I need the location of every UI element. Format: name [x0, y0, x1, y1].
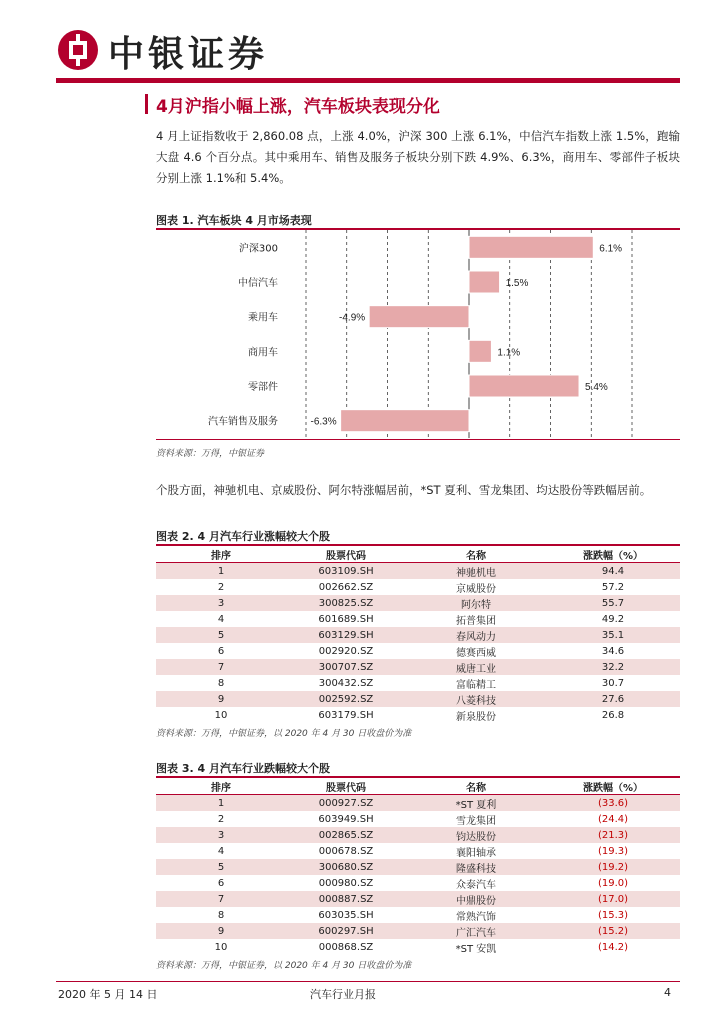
table-row [156, 811, 680, 827]
rank-cell: 9 [156, 923, 286, 939]
bar-1 [469, 271, 500, 293]
table3-header-name: 名称 [406, 777, 546, 795]
footer-date: 2020 年 5 月 14 日 [58, 988, 158, 1001]
name-cell: 富临精工 [406, 675, 546, 691]
code-cell: 000887.SZ [286, 891, 406, 907]
value-label: -6.3% [310, 416, 337, 428]
table-row [156, 579, 680, 595]
name-cell: 阿尔特 [406, 595, 546, 611]
change-cell: (17.0) [546, 891, 680, 907]
name-cell: 广汇汽车 [406, 923, 546, 939]
name-cell: 神驰机电 [406, 563, 546, 580]
table-row [156, 611, 680, 627]
category-label: 乘用车 [248, 312, 278, 324]
change-cell: 26.8 [546, 707, 680, 723]
table3-header-rank: 排序 [156, 777, 286, 795]
boc-logo [58, 30, 98, 70]
rank-cell: 3 [156, 595, 286, 611]
rank-cell: 8 [156, 907, 286, 923]
table-row [156, 795, 680, 812]
value-label: -4.9% [339, 312, 366, 324]
change-cell: (14.2) [546, 939, 680, 955]
value-label: 1.5% [505, 278, 529, 289]
code-cell: 000980.SZ [286, 875, 406, 891]
bar-2 [369, 306, 469, 328]
table-row [156, 827, 680, 843]
figure1-source: 资料来源：万得，中银证券 [156, 449, 265, 459]
name-cell: 春风动力 [406, 627, 546, 643]
change-cell: (15.3) [546, 907, 680, 923]
category-label: 零部件 [248, 382, 278, 393]
rank-cell: 5 [156, 627, 286, 643]
change-cell: 57.2 [546, 579, 680, 595]
table3-title: 图表 3. 4 月汽车行业跌幅较大个股 [156, 762, 330, 775]
table-row [156, 859, 680, 875]
name-cell: 雪龙集团 [406, 811, 546, 827]
code-cell: 603179.SH [286, 707, 406, 723]
change-cell: 32.2 [546, 659, 680, 675]
table-row [156, 907, 680, 923]
name-cell: 拓普集团 [406, 611, 546, 627]
table-row [156, 707, 680, 723]
code-cell: 002920.SZ [286, 643, 406, 659]
name-cell: 襄阳轴承 [406, 843, 546, 859]
change-cell: 27.6 [546, 691, 680, 707]
code-cell: 300680.SZ [286, 859, 406, 875]
footer-page-number: 4 [664, 986, 671, 999]
name-cell: 京威股份 [406, 579, 546, 595]
table-row [156, 643, 680, 659]
figure1-bottom-rule [156, 439, 680, 440]
code-cell: 603035.SH [286, 907, 406, 923]
bar-5 [341, 410, 469, 432]
value-label: 6.1% [599, 243, 623, 255]
change-cell: 55.7 [546, 595, 680, 611]
rank-cell: 8 [156, 675, 286, 691]
change-cell: (33.6) [546, 795, 680, 812]
rank-cell: 4 [156, 843, 286, 859]
rank-cell: 9 [156, 691, 286, 707]
name-cell: 德赛西威 [406, 643, 546, 659]
name-cell: 常熟汽饰 [406, 907, 546, 923]
table-row [156, 875, 680, 891]
table2-gainers [156, 544, 680, 723]
table2-header-rank: 排序 [156, 545, 286, 563]
change-cell: (24.4) [546, 811, 680, 827]
bar-0 [469, 236, 593, 258]
table3-source: 资料来源：万得，中银证券，以 2020 年 4 月 30 日收盘价为准 [156, 961, 412, 971]
figure1-title: 图表 1. 汽车板块 4 月市场表现 [156, 214, 312, 227]
code-cell: 000868.SZ [286, 939, 406, 955]
category-label: 沪深300 [238, 243, 278, 255]
code-cell: 603129.SH [286, 627, 406, 643]
bar-3 [469, 340, 491, 362]
rank-cell: 5 [156, 859, 286, 875]
rank-cell: 7 [156, 659, 286, 675]
name-cell: 众泰汽车 [406, 875, 546, 891]
code-cell: 002592.SZ [286, 691, 406, 707]
table-row [156, 939, 680, 955]
name-cell: *ST 夏利 [406, 795, 546, 812]
value-label: 1.1% [497, 347, 521, 359]
table-row [156, 691, 680, 707]
change-cell: (19.2) [546, 859, 680, 875]
name-cell: 新泉股份 [406, 707, 546, 723]
code-cell: 601689.SH [286, 611, 406, 627]
code-cell: 603949.SH [286, 811, 406, 827]
rank-cell: 1 [156, 563, 286, 580]
category-label: 中信汽车 [238, 278, 278, 289]
code-cell: 002865.SZ [286, 827, 406, 843]
table2-title: 图表 2. 4 月汽车行业涨幅较大个股 [156, 530, 330, 543]
change-cell: 30.7 [546, 675, 680, 691]
code-cell: 300707.SZ [286, 659, 406, 675]
change-cell: (19.3) [546, 843, 680, 859]
table-row [156, 675, 680, 691]
code-cell: 002662.SZ [286, 579, 406, 595]
category-label: 商用车 [248, 347, 278, 359]
table-row [156, 595, 680, 611]
footer-rule [56, 981, 680, 982]
code-cell: 300432.SZ [286, 675, 406, 691]
table3-header-code: 股票代码 [286, 777, 406, 795]
change-cell: (19.0) [546, 875, 680, 891]
rank-cell: 6 [156, 643, 286, 659]
section-marker [145, 94, 148, 114]
name-cell: 钧达股份 [406, 827, 546, 843]
table2-header-code: 股票代码 [286, 545, 406, 563]
paragraph-stocks: 个股方面，神驰机电、京威股份、阿尔特涨幅居前，*ST 夏利、雪龙集团、均达股份等跌幅居前。 [156, 483, 652, 497]
code-cell: 603109.SH [286, 563, 406, 580]
table2-header-change: 涨跌幅（%） [546, 545, 680, 563]
category-label: 汽车销售及服务 [208, 416, 278, 428]
rank-cell: 2 [156, 579, 286, 595]
change-cell: (15.2) [546, 923, 680, 939]
name-cell: 中鼎股份 [406, 891, 546, 907]
bar-4 [469, 375, 579, 397]
code-cell: 600297.SH [286, 923, 406, 939]
table-row [156, 923, 680, 939]
table-row [156, 843, 680, 859]
change-cell: 34.6 [546, 643, 680, 659]
section-title: 4月沪指小幅上涨，汽车板块表现分化 [156, 97, 440, 117]
figure1-chart [156, 230, 680, 438]
name-cell: 隆盛科技 [406, 859, 546, 875]
change-cell: 35.1 [546, 627, 680, 643]
table-row [156, 627, 680, 643]
value-label: 5.4% [585, 382, 608, 393]
code-cell: 000927.SZ [286, 795, 406, 812]
rank-cell: 6 [156, 875, 286, 891]
rank-cell: 4 [156, 611, 286, 627]
rank-cell: 2 [156, 811, 286, 827]
code-cell: 000678.SZ [286, 843, 406, 859]
table3-header-change: 涨跌幅（%） [546, 777, 680, 795]
table-row [156, 563, 680, 580]
table3-losers [156, 776, 680, 955]
change-cell: 49.2 [546, 611, 680, 627]
name-cell: *ST 安凯 [406, 939, 546, 955]
table-row [156, 659, 680, 675]
rank-cell: 10 [156, 707, 286, 723]
table-row [156, 891, 680, 907]
brand-name: 中银证券 [108, 33, 269, 75]
rank-cell: 1 [156, 795, 286, 812]
footer-report-type: 汽车行业月报 [310, 988, 376, 1001]
code-cell: 300825.SZ [286, 595, 406, 611]
name-cell: 威唐工业 [406, 659, 546, 675]
table2-header-name: 名称 [406, 545, 546, 563]
rank-cell: 10 [156, 939, 286, 955]
change-cell: 94.4 [546, 563, 680, 580]
rank-cell: 3 [156, 827, 286, 843]
name-cell: 八菱科技 [406, 691, 546, 707]
change-cell: (21.3) [546, 827, 680, 843]
table2-source: 资料来源：万得，中银证券，以 2020 年 4 月 30 日收盘价为准 [156, 729, 412, 739]
header-rule [56, 78, 680, 83]
rank-cell: 7 [156, 891, 286, 907]
paragraph-market: 4 月上证指数收于 2,860.08 点，上涨 4.0%，沪深 300 上涨 6.1%，中信汽车指数上涨 1.5%，跑输大盘 4.6 个百分点。其中乘用车、销售及服务子板块分别下跌 4.9%、6.3%，商用车、零部件子板块分别上涨 1.1%和 5.4%。 [156, 129, 680, 185]
